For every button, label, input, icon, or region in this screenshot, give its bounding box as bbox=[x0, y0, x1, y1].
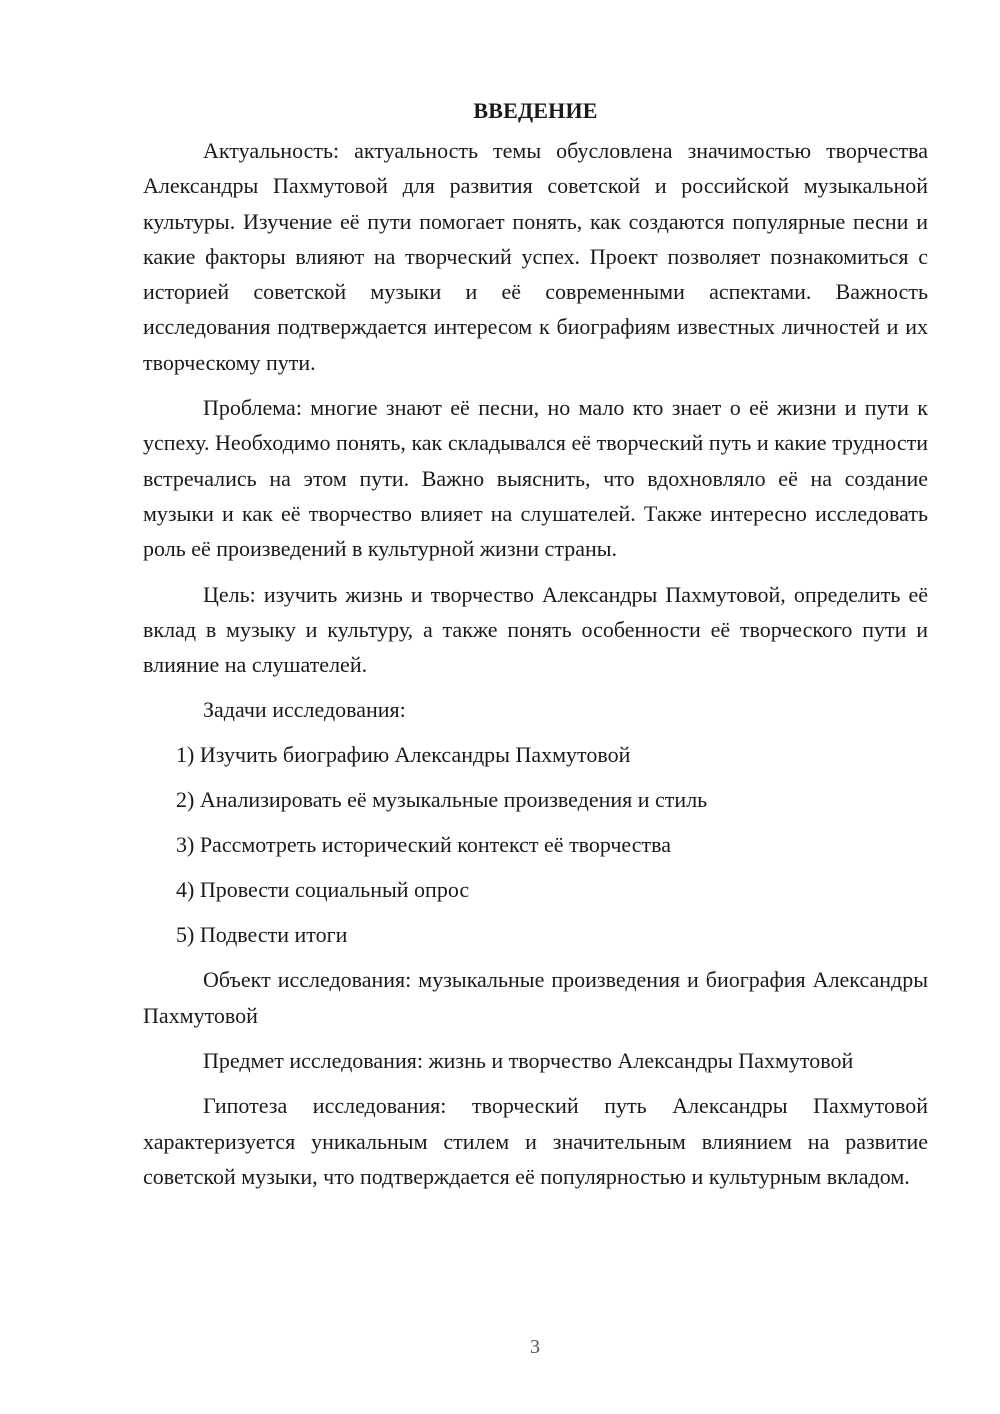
task-item: 4) Провести социальный опрос bbox=[176, 877, 470, 903]
paragraph-goal: Цель: изучить жизнь и творчество Александры Пахмутовой, определить её вклад в музыку и культуру, а также понять особенности её творческого пути и влияние на слушателей. bbox=[143, 581, 928, 678]
task-item: 2) Анализировать её музыкальные произведения и стиль bbox=[176, 787, 708, 813]
task-item: 5) Подвести итоги bbox=[176, 922, 348, 948]
task-item: 1) Изучить биографию Александры Пахмутовой bbox=[176, 742, 631, 768]
paragraph-subject: Предмет исследования: жизнь и творчество Александры Пахмутовой bbox=[203, 1048, 854, 1074]
document-page bbox=[143, 96, 928, 1204]
tasks-heading: Задачи исследования: bbox=[203, 697, 406, 723]
paragraph-object: Объект исследования: музыкальные произведения и биография Александры Пахмутовой bbox=[143, 967, 928, 1028]
paragraph-relevance: Актуальность: актуальность темы обусловлена значимостью творчества Александры Пахмутовой для развития советской и российской музыкальной культуры. Изучение её пути помогает понять, как создаются популярные песни и какие факторы влияют на творческий успех. Проект позволяет познакомиться с историей советской музыки и её современными аспектами. Важность исследования подтверждается интересом к биографиям известных личностей и их творческому пути. bbox=[143, 138, 928, 375]
task-item: 3) Рассмотреть исторический контекст её творчества bbox=[176, 832, 671, 858]
section-title: ВВЕДЕНИЕ bbox=[473, 98, 598, 123]
paragraph-problem: Проблема: многие знают её песни, но мало кто знает о её жизни и пути к успеху. Необходимо понять, как складывался её творческий путь и какие трудности встречались на этом пути. Важно выяснить, что вдохновляло её на создание музыки и как её творчество влияет на слушателей. Также интересно исследовать роль её произведений в культурной жизни страны. bbox=[143, 395, 928, 562]
paragraph-hypothesis: Гипотеза исследования: творческий путь Александры Пахмутовой характеризуется уникальным стилем и значительным влиянием на развитие советской музыки, что подтверждается её популярностью и культурным вкладом. bbox=[143, 1093, 928, 1189]
page-number: 3 bbox=[530, 1336, 540, 1358]
